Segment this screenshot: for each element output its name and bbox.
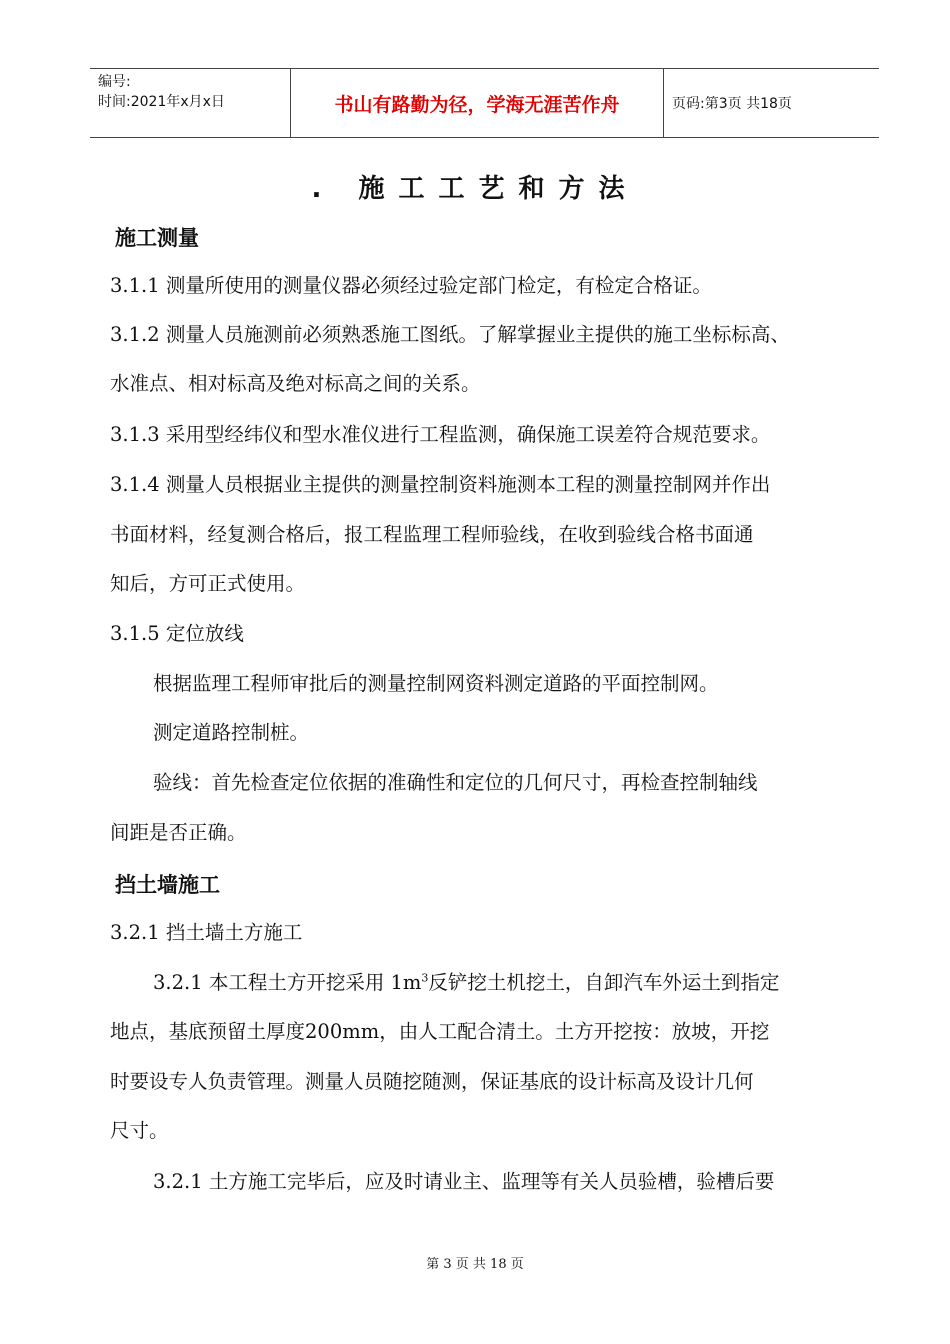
text-span: 反铲挖土机挖土，自卸汽车外运土到指定 xyxy=(428,971,780,994)
indented-line: 3.2.1 土方施工完毕后，应及时请业主、监理等有关人员验槽，验槽后要 xyxy=(153,1170,775,1193)
paragraph-line: 水准点、相对标高及绝对标高之间的关系。 xyxy=(110,372,481,395)
page-footer: 第 3 页 共 18 页 xyxy=(426,1257,524,1272)
paragraph-line: 尺寸。 xyxy=(110,1119,169,1142)
indented-line: 根据监理工程师审批后的测量控制网资料测定道路的平面控制网。 xyxy=(153,672,719,695)
paragraph-line: 知后，方可正式使用。 xyxy=(110,572,306,595)
paragraph-line: 3.1.1 测量所使用的测量仪器必须经过验定部门检定，有检定合格证。 xyxy=(110,274,712,297)
paragraph-line: 地点，基底预留土厚度200mm，由人工配合清土。土方开挖按：放坡，开挖 xyxy=(110,1020,770,1043)
superscript: 3 xyxy=(421,971,429,985)
section-heading-survey: 施工测量 xyxy=(115,226,199,250)
header-page-label: 页码:第3页 共18页 xyxy=(672,96,792,112)
paragraph-line: 书面材料，经复测合格后，报工程监理工程师验线，在收到验线合格书面通 xyxy=(110,523,754,546)
indented-line: 测定道路控制桩。 xyxy=(153,721,310,744)
paragraph-line: 间距是否正确。 xyxy=(110,821,247,844)
indented-line: 验线：首先检查定位依据的准确性和定位的几何尺寸，再检查控制轴线 xyxy=(153,771,758,794)
paragraph-line: 时要设专人负责管理。测量人员随挖随测，保证基底的设计标高及设计几何 xyxy=(110,1070,754,1093)
document-title: . 施工工艺和方法 xyxy=(311,174,639,204)
text-span: 3.2.1 本工程土方开挖采用 1m xyxy=(153,971,422,994)
paragraph-line: 3.1.4 测量人员根据业主提供的测量控制资料施测本工程的测量控制网并作出 xyxy=(110,473,771,496)
indented-line xyxy=(153,958,870,1007)
number-label: 编号: xyxy=(98,74,131,90)
section-heading-retaining-wall: 挡土墙施工 xyxy=(115,873,220,897)
paragraph-line: 3.1.5 定位放线 xyxy=(110,622,244,645)
paragraph-line: 3.1.3 采用型经纬仪和型水准仪进行工程监测，确保施工误差符合规范要求。 xyxy=(110,423,771,446)
header-motto: 书山有路勤为径，学海无涯苦作舟 xyxy=(291,69,664,137)
page-header xyxy=(90,68,879,138)
time-label: 时间:2021年x月x日 xyxy=(98,94,225,110)
header-meta xyxy=(90,69,291,137)
subheading-line: 3.2.1 挡土墙土方施工 xyxy=(110,921,303,944)
paragraph-line: 3.1.2 测量人员施测前必须熟悉施工图纸。了解掌握业主提供的施工坐标标高、 xyxy=(110,323,790,346)
